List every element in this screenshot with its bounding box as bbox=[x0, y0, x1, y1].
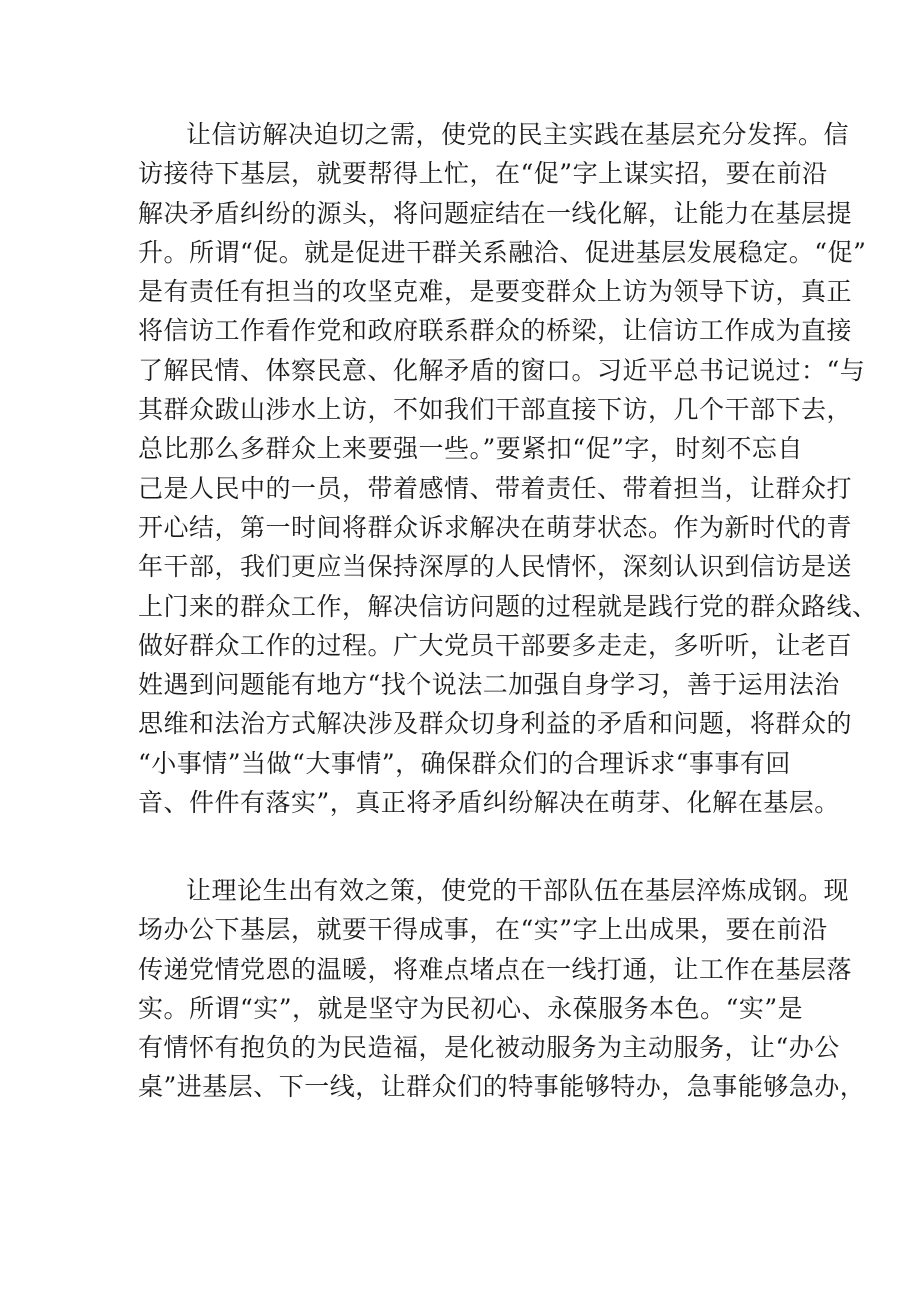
text-line: 己是人民中的一员，带着感情、带着责任、带着担当，让群众打 bbox=[138, 473, 853, 503]
text-line: 了解民情、体察民意、化解矛盾的窗口。习近平总书记说过：“与 bbox=[138, 355, 866, 385]
text-line: 实。所谓“实”，就是坚守为民初心、永葆服务本色。“实”是 bbox=[138, 993, 804, 1023]
paragraph-xinfang bbox=[138, 115, 878, 822]
text-line: 将信访工作看作党和政府联系群众的桥梁，让信访工作成为直接 bbox=[138, 316, 853, 346]
text-line: “小事情”当做“大事情”，确保群众们的合理诉求“事事有回 bbox=[138, 748, 791, 778]
text-line: 姓遇到问题能有地方“找个说法二加强自身学习，善于运用法治 bbox=[138, 670, 840, 700]
text-line: 其群众跋山涉水上访，不如我们干部直接下访，几个干部下去， bbox=[138, 395, 853, 425]
text-line: 桌”进基层、下一线，让群众们的特事能够特办，急事能够急办， bbox=[138, 1072, 866, 1102]
text-line: 做好群众工作的过程。广大党员干部要多走走，多听听，让老百 bbox=[138, 630, 853, 660]
text-line: 让理论生出有效之策，使党的干部队伍在基层淬炼成钢。现 bbox=[186, 876, 850, 905]
text-line: 总比那么多群众上来要强一些。”要紧扣“促”字，时刻不忘自 bbox=[138, 434, 803, 464]
text-line: 思维和法治方式解决涉及群众切身利益的矛盾和问题，将群众的 bbox=[138, 709, 853, 739]
text-line: 上门来的群众工作，解决信访问题的过程就是践行党的群众路线、 bbox=[138, 591, 878, 621]
text-line: 传递党情党恩的温暖，将难点堵点在一线打通，让工作在基层落 bbox=[138, 954, 853, 984]
text-line: 解决矛盾纠纷的源头，将问题症结在一线化解，让能力在基层提 bbox=[138, 198, 853, 228]
text-line: 开心结，第一时间将群众诉求解决在萌芽状态。作为新时代的青 bbox=[138, 512, 853, 542]
text-line: 升。所谓“促。就是促进干群关系融洽、促进基层发展稳定。“促” bbox=[138, 237, 867, 267]
text-line: 音、件件有落实”，真正将矛盾纠纷解决在萌芽、化解在基层。 bbox=[138, 788, 840, 818]
text-line: 是有责任有担当的攻坚克难，是要变群众上访为领导下访，真正 bbox=[138, 277, 853, 307]
text-line: 年干部，我们更应当保持深厚的人民情怀，深刻认识到信访是送 bbox=[138, 552, 853, 582]
paragraph-lilun bbox=[138, 871, 866, 1107]
text-line: 场办公下基层，就要干得成事，在“实”字上出成果，要在前沿 bbox=[138, 915, 828, 945]
text-line: 访接待下基层，就要帮得上忙，在“促”字上谋实招，要在前沿 bbox=[138, 159, 828, 189]
text-line: 有情怀有抱负的为民造福，是化被动服务为主动服务，让“办公 bbox=[138, 1033, 840, 1063]
text-line: 让信访解决迫切之需，使党的民主实践在基层充分发挥。信 bbox=[186, 120, 850, 149]
